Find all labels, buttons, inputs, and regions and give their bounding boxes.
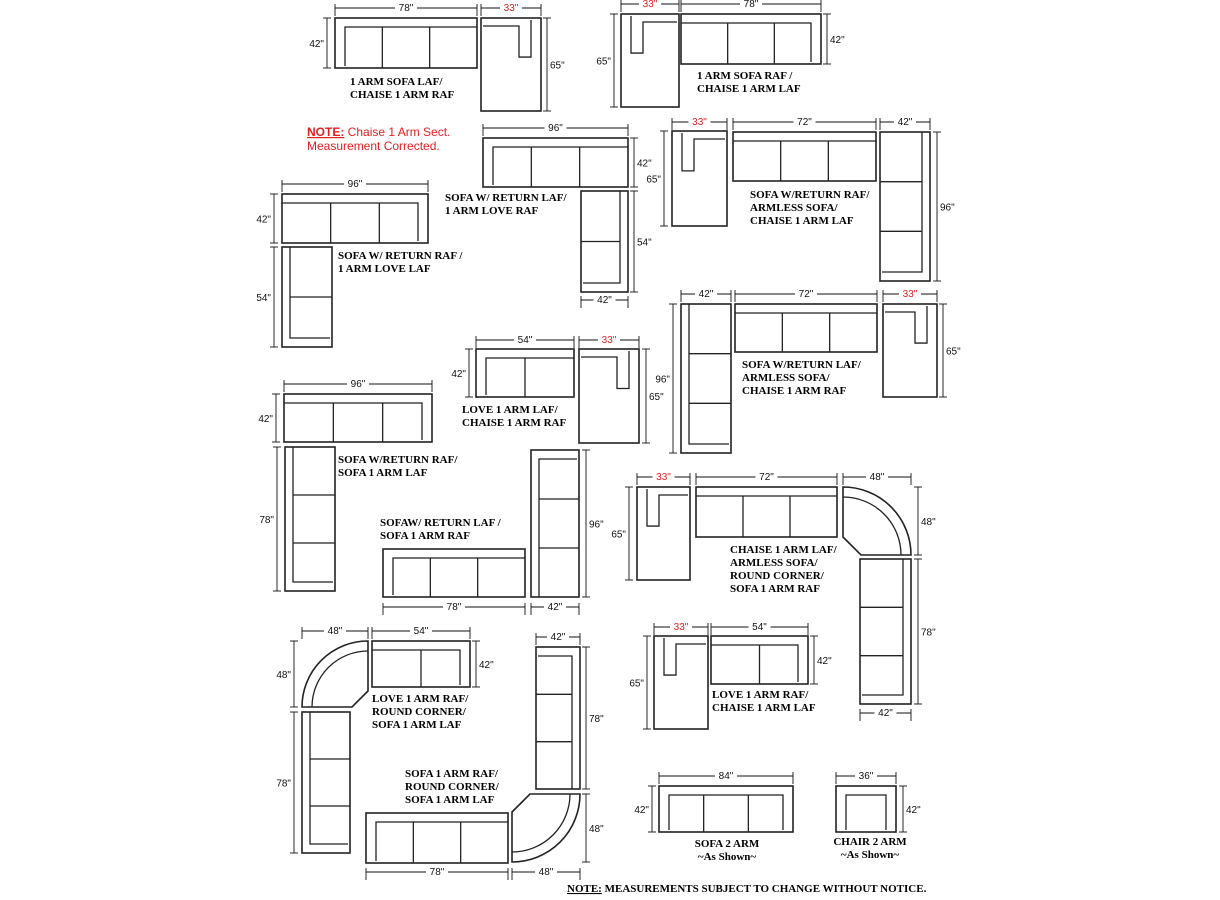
config-chair-2-arm <box>833 770 921 861</box>
configuration-label: SOFA 1 ARM LAF <box>338 467 428 479</box>
config-sofa-return-raf-armless-chaise-laf <box>646 116 955 281</box>
dimension-label: 33" <box>902 289 918 300</box>
config-sofa-return-laf-love-raf <box>445 122 652 308</box>
dimension-label: 54" <box>517 335 533 346</box>
dimension-label: 42" <box>830 35 845 46</box>
piece-outline <box>483 138 628 187</box>
dimension-label: 96" <box>940 202 955 214</box>
piece-outline <box>883 304 937 397</box>
dimension-label: 54" <box>637 237 652 249</box>
dimension-label: 42" <box>634 805 649 816</box>
dimension-label: 42" <box>698 289 714 300</box>
dimension-label: 42" <box>451 369 466 380</box>
dimension-label: 65" <box>946 346 961 358</box>
correction-note <box>307 125 450 153</box>
dimension-label: 72" <box>759 472 774 483</box>
dimension-label: 42" <box>878 708 893 719</box>
configuration-label: LOVE 1 ARM LAF/ <box>462 404 558 416</box>
dimension-label: 78" <box>429 867 445 878</box>
configuration-label: ROUND CORNER/ <box>405 781 499 793</box>
piece-outline <box>383 549 525 597</box>
piece-outline <box>681 14 821 64</box>
configuration-label: SOFA W/RETURN RAF/ <box>338 454 458 466</box>
configuration-label: SOFA 1 ARM LAF <box>405 794 495 806</box>
note-line-2: Measurement Corrected. <box>307 139 440 153</box>
dimension-label: 96" <box>347 179 363 190</box>
piece-outline <box>836 786 896 832</box>
dimension-label: 72" <box>797 117 812 128</box>
configuration-label: SOFAW/ RETURN LAF / <box>380 517 501 529</box>
dimension-label: 78" <box>921 627 936 639</box>
dimension-label: 78" <box>743 0 759 10</box>
dimension-label: 48" <box>327 626 343 637</box>
configuration-label: LOVE 1 ARM RAF/ <box>712 689 809 701</box>
configuration-label: CHAISE 1 ARM RAF <box>350 89 455 101</box>
dimension-label: 96" <box>350 379 366 390</box>
dimension-label: 36" <box>858 771 874 782</box>
dimension-label: 96" <box>655 374 670 386</box>
dimension-label: 33" <box>601 335 617 346</box>
dimension-label: 42" <box>550 632 566 643</box>
configuration-label: SOFA 1 ARM LAF <box>372 719 462 731</box>
piece-outline <box>302 712 350 853</box>
dimension-label: 84" <box>718 771 734 782</box>
dimension-label: 78" <box>276 778 291 790</box>
piece-outline <box>536 647 580 789</box>
config-1-arm-sofa-laf-chaise-raf <box>309 2 565 111</box>
configuration-label: SOFA 1 ARM RAF/ <box>405 768 498 780</box>
footer-note: NOTE: MEASUREMENTS SUBJECT TO CHANGE WITHOUT NOTICE. <box>567 883 927 895</box>
piece-outline <box>284 394 432 442</box>
configuration-label: CHAISE 1 ARM RAF <box>742 385 847 397</box>
dimension-label: 42" <box>906 805 921 816</box>
configuration-label: SOFA W/RETURN RAF/ <box>750 189 870 201</box>
configuration-label: CHAISE 1 ARM LAF <box>750 215 854 227</box>
dimension-label: 65" <box>629 678 644 690</box>
piece-outline <box>621 14 679 107</box>
configuration-label: SOFA W/ RETURN LAF/ <box>445 192 567 204</box>
config-love-laf-chaise-raf <box>451 334 664 443</box>
dimension-label: 48" <box>869 472 885 483</box>
dimension-label: 65" <box>646 174 661 186</box>
piece-outline <box>696 487 837 537</box>
dimension-label: 54" <box>752 622 767 633</box>
dimension-label: 65" <box>611 529 626 541</box>
piece-outline <box>335 18 477 68</box>
dimension-label: 42" <box>597 295 612 306</box>
configuration-label: 1 ARM SOFA LAF/ <box>350 76 443 88</box>
configuration-label: ARMLESS SOFA/ <box>742 372 830 384</box>
piece-outline <box>637 487 690 580</box>
note-line-1: NOTE: Chaise 1 Arm Sect. <box>307 125 451 139</box>
dimension-label: 48" <box>276 670 291 681</box>
dimension-label: 78" <box>259 515 274 526</box>
dimension-label: 96" <box>589 519 604 531</box>
dimension-label: 42" <box>637 158 652 170</box>
dimension-label: 54" <box>256 293 271 304</box>
configuration-label: CHAISE 1 ARM LAF <box>697 83 801 95</box>
dimension-label: 72" <box>798 289 814 300</box>
piece-outline <box>654 636 708 729</box>
configuration-label: ROUND CORNER/ <box>372 706 466 718</box>
config-1-arm-sofa-raf-chaise-laf <box>596 0 845 107</box>
piece-outline <box>672 131 727 226</box>
configuration-label: ROUND CORNER/ <box>730 570 824 582</box>
configuration-label: 1 ARM LOVE LAF <box>338 263 431 275</box>
dimension-label: 42" <box>256 214 271 226</box>
dimension-label: 33" <box>656 472 671 483</box>
round-corner-piece <box>302 641 368 707</box>
config-love-raf-chaise-laf <box>629 621 832 729</box>
configuration-label: SOFA W/ RETURN RAF / <box>338 250 463 262</box>
dimension-label: 78" <box>446 602 462 613</box>
configuration-label: ~As Shown~ <box>840 849 900 861</box>
config-sofa-2-arm <box>634 770 793 863</box>
configuration-label: SOFA W/RETURN LAF/ <box>742 359 861 371</box>
piece-outline <box>733 132 876 181</box>
dimension-label: 33" <box>673 622 689 633</box>
configuration-label: SOFA 2 ARM <box>694 838 760 850</box>
dimension-label: 54" <box>413 626 429 637</box>
configuration-label: CHAISE 1 ARM LAF/ <box>730 544 837 556</box>
config-sofa-return-raf-love-laf <box>256 178 463 347</box>
dimension-label: 42" <box>258 414 273 425</box>
dimension-label: 96" <box>548 123 563 134</box>
configuration-label: ~As Shown~ <box>697 851 757 863</box>
piece-outline <box>366 813 508 863</box>
dimension-label: 65" <box>596 56 611 68</box>
dimension-label: 78" <box>398 3 414 14</box>
disclaimer-footer <box>567 883 927 895</box>
dimension-label: 48" <box>921 517 936 528</box>
piece-outline <box>579 349 639 443</box>
configuration-label: CHAIR 2 ARM <box>833 836 907 848</box>
piece-outline <box>531 450 579 597</box>
configuration-label: 1 ARM LOVE RAF <box>445 205 539 217</box>
dimension-label: 42" <box>547 602 563 613</box>
dimension-label: 78" <box>589 714 604 725</box>
configuration-label: SOFA 1 ARM RAF <box>730 583 820 595</box>
dimension-label: 42" <box>817 656 832 667</box>
config-sofa-return-laf-armless-chaise-raf <box>655 288 961 453</box>
dimension-label: 42" <box>897 117 913 128</box>
configuration-label: ARMLESS SOFA/ <box>750 202 838 214</box>
configuration-label: ARMLESS SOFA/ <box>730 557 818 569</box>
dimension-label: 42" <box>309 39 324 50</box>
configuration-label: 1 ARM SOFA RAF / <box>697 70 793 82</box>
dimension-label: 48" <box>538 867 554 878</box>
dimension-label: 65" <box>550 60 565 72</box>
dimension-label: 65" <box>649 392 664 403</box>
piece-outline <box>481 18 541 111</box>
dimension-label: 33" <box>642 0 658 10</box>
dimension-label: 33" <box>503 3 519 14</box>
configuration-label: SOFA 1 ARM RAF <box>380 530 470 542</box>
dimension-label: 33" <box>692 117 707 128</box>
piece-outline <box>282 194 428 243</box>
configuration-label: LOVE 1 ARM RAF/ <box>372 693 469 705</box>
configuration-label: CHAISE 1 ARM RAF <box>462 417 567 429</box>
piece-outline <box>659 786 793 832</box>
dimension-label: 48" <box>589 824 604 835</box>
piece-outline <box>735 304 877 352</box>
dimension-label: 42" <box>479 660 494 671</box>
configuration-label: CHAISE 1 ARM LAF <box>712 702 816 714</box>
